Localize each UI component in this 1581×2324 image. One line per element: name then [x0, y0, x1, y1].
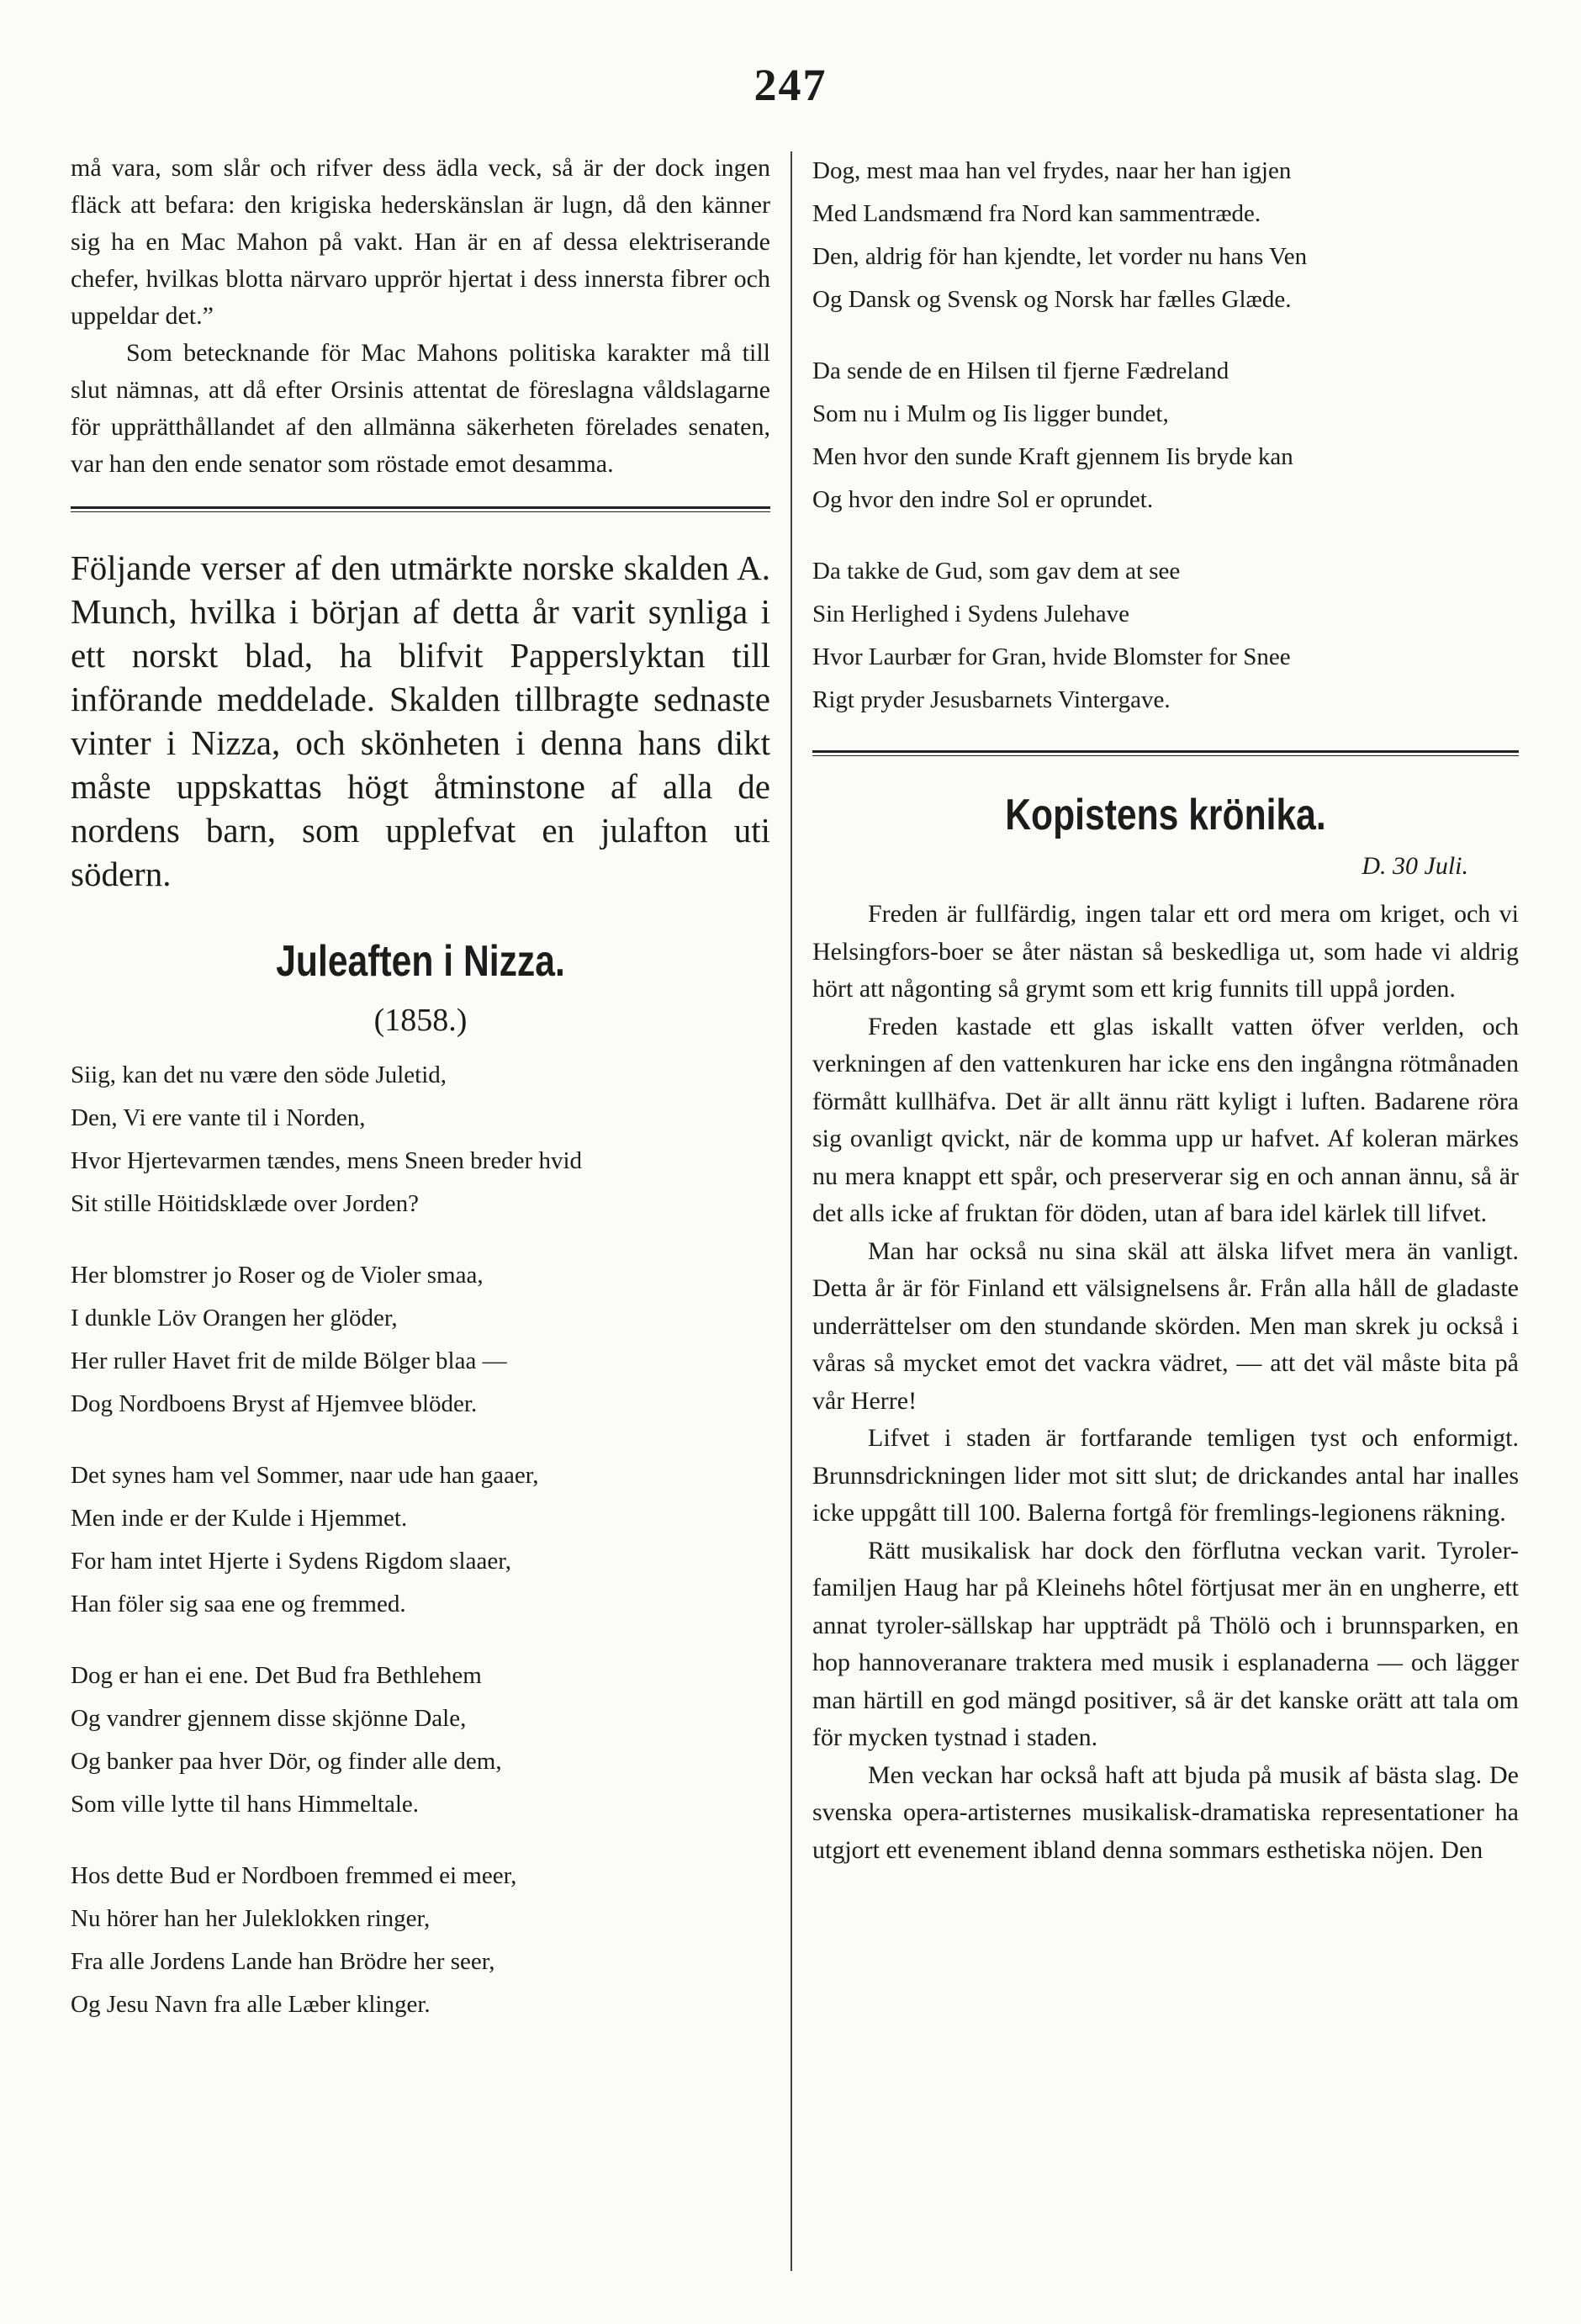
verse-line: For ham intet Hjerte i Sydens Rigdom slaaer,: [71, 1548, 511, 1575]
verse-line: Hos dette Bud er Nordboen fremmed ei meer,: [71, 1862, 517, 1889]
poem-stanza: [812, 550, 1519, 722]
verse-line: I dunkle Löv Orangen her glöder,: [71, 1305, 398, 1331]
verse-line: Siig, kan det nu være den söde Juletid,: [71, 1061, 447, 1088]
verse-line: Da takke de Gud, som gav dem at see: [812, 558, 1181, 585]
verse-line: Den, Vi ere vante til i Norden,: [71, 1104, 366, 1131]
poem-stanza: [812, 150, 1519, 321]
verse-line: Her ruller Havet frit de milde Bölger blaa —: [71, 1347, 507, 1374]
section-rule: [812, 750, 1519, 756]
page-number: 247: [753, 60, 828, 110]
section-rule: [71, 506, 770, 512]
verse-line: Som ville lytte til hans Himmeltale.: [71, 1791, 420, 1818]
column-divider: [790, 151, 792, 2271]
chronicle-paragraph: Men veckan har också haft att bjuda på musik af bästa slag. De svenska opera-artisternes musikalisk-dramatiska representationer ha utgjort ett evenement ibland denna sommars esthetiska nöjen. Den: [812, 1760, 1519, 1864]
chronicle-paragraph: Freden kastade ett glas iskallt vatten öfver verlden, och verkningen af den vattenkuren har icke ens den ingångna rötmånaden förmått kullhäfva. Det är allt ännu rätt kyligt i luften. Badarene röra sig ovanligt qvickt, när de komma upp ur hafvet. Af koleran märkes nu mera knappt ett spår, och preserverar sig en och annan ännu, så är det alls icke af fruktan för döden, utan af bara idel kärlek till lifvet.: [812, 1012, 1519, 1227]
verse-line: Dog Nordboens Bryst af Hjemvee blöder.: [71, 1390, 478, 1417]
poem-introduction: Följande verser af den utmärkte norske skalden A. Munch, hvilka i början af detta år varit synliga i ett norskt blad, ha blifvit Papperslyktan till införande meddelade. Skalden tillbragte sednaste vinter i Nizza, och skönheten i denna hans dikt måste uppskattas högt åtminstone af alla de nordens barn, som upplefvat en julafton uti södern.: [71, 548, 770, 893]
verse-line: Og Dansk og Svensk og Norsk har fælles Glæde.: [812, 286, 1292, 313]
poem-stanza: [71, 1054, 770, 1226]
verse-line: Dog er han ei ene. Det Bud fra Bethlehem: [71, 1662, 482, 1689]
chronicle-paragraph: Man har också nu sina skäl att älska lifvet mera än vanligt. Detta år är för Finland ett välsignelsens år. Från alla håll de gladaste underrättelser om den stundande skörden. Men man skrek ju också i våras så mycket emot det vackra vädret, — att det väl måste bita på vår Herre!: [812, 1236, 1519, 1415]
verse-line: Med Landsmænd fra Nord kan sammentræde.: [812, 200, 1261, 227]
chronicle-paragraph: Rätt musikalisk har dock den förflutna veckan varit. Tyroler-familjen Haug har på Kleinehs hôtel förtjusat mer än en ungherre, ett annat tyroler-sällskap har uppträdt på Thölö och i brunnsparken, en hop hannoveranare traktera med musik i esplanaderna — och lägger man härtill en god mängd positiver, så är det kanske orätt att tala om för mycken tystnad i staden.: [812, 1536, 1519, 1751]
verse-line: Den, aldrig för han kjendte, let vorder nu hans Ven: [812, 243, 1308, 270]
poem-stanza: [71, 1454, 770, 1626]
poem-stanza: [812, 350, 1519, 521]
verse-line: Hvor Laurbær for Gran, hvide Blomster for Snee: [812, 643, 1291, 670]
mac-mahon-paragraph: Som betecknande för Mac Mahons politiska karakter må till slut nämnas, att då efter Orsinis attentat de föreslagna våldslagarne för upprätthållandet af den allmänna säkerheten förelades senaten, var han den ende senator som röstade emot desamma.: [71, 339, 770, 478]
verse-line: Men inde er der Kulde i Hjemmet.: [71, 1505, 408, 1532]
verse-line: Han föler sig saa ene og fremmed.: [71, 1591, 406, 1617]
verse-line: Her blomstrer jo Roser og de Violer smaa,: [71, 1262, 484, 1289]
verse-line: Og Jesu Navn fra alle Læber klinger.: [71, 1991, 431, 2018]
verse-line: Og hvor den indre Sol er oprundet.: [812, 486, 1154, 513]
verse-line: Fra alle Jordens Lande han Brödre her seer,: [71, 1948, 495, 1975]
verse-line: Det synes ham vel Sommer, naar ude han gaaer,: [71, 1462, 539, 1489]
verse-line: Dog, mest maa han vel frydes, naar her han igjen: [812, 157, 1292, 184]
left-column: [71, 150, 770, 2055]
verse-line: Og banker paa hver Dör, og finder alle dem,: [71, 1748, 502, 1775]
intro-paragraph: må vara, som slår och rifver dess ädla veck, så är der dock ingen fläck att befara: den krigiska hederskänslan är lugn, då den känner sig ha en Mac Mahon på vakt. Han är en af dessa elektriserande chefer, hvilkas blotta närvaro upprör hjertat i dess innersta fibrer och uppeldar det.”: [71, 154, 770, 330]
verse-line: Sin Herlighed i Sydens Julehave: [812, 601, 1129, 627]
poem-stanza: [71, 1855, 770, 2026]
section-title: Kopistens krönika.: [1005, 791, 1326, 839]
verse-line: Men hvor den sunde Kraft gjennem Iis bryde kan: [812, 443, 1293, 470]
right-column: [812, 150, 1519, 1869]
verse-line: Og vandrer gjennem disse skjönne Dale,: [71, 1705, 467, 1732]
poem-year: (1858.): [373, 1003, 468, 1038]
dateline: D. 30 Juli.: [1362, 852, 1468, 880]
verse-line: Nu hörer han her Juleklokken ringer,: [71, 1905, 431, 1932]
poem-stanza: [71, 1254, 770, 1426]
poem-title: Juleaften i Nizza.: [276, 937, 565, 986]
poem-stanza: [71, 1654, 770, 1826]
verse-line: Sit stille Höitidsklæde over Jorden?: [71, 1190, 420, 1217]
verse-line: Hvor Hjertevarmen tændes, mens Sneen breder hvid: [71, 1147, 583, 1174]
verse-line: Som nu i Mulm og Iis ligger bundet,: [812, 400, 1169, 427]
verse-line: Rigt pryder Jesusbarnets Vintergave.: [812, 686, 1171, 713]
verse-line: Da sende de en Hilsen til fjerne Fædreland: [812, 357, 1229, 384]
chronicle-paragraph: Freden är fullfärdig, ingen talar ett ord mera om kriget, och vi Helsingfors-boer se åter nästan så beskedliga ut, som hade vi aldrig hört att någonting så grymt som ett krig funnits till uppå jorden.: [812, 900, 1519, 1003]
chronicle-paragraph: Lifvet i staden är fortfarande temligen tyst och enformigt. Brunnsdrickningen lider mot sitt slut; de drickandes antal har inalles icke uppgått till 100. Balerna fortgå för fremlings-legionens räkning.: [812, 1424, 1519, 1527]
